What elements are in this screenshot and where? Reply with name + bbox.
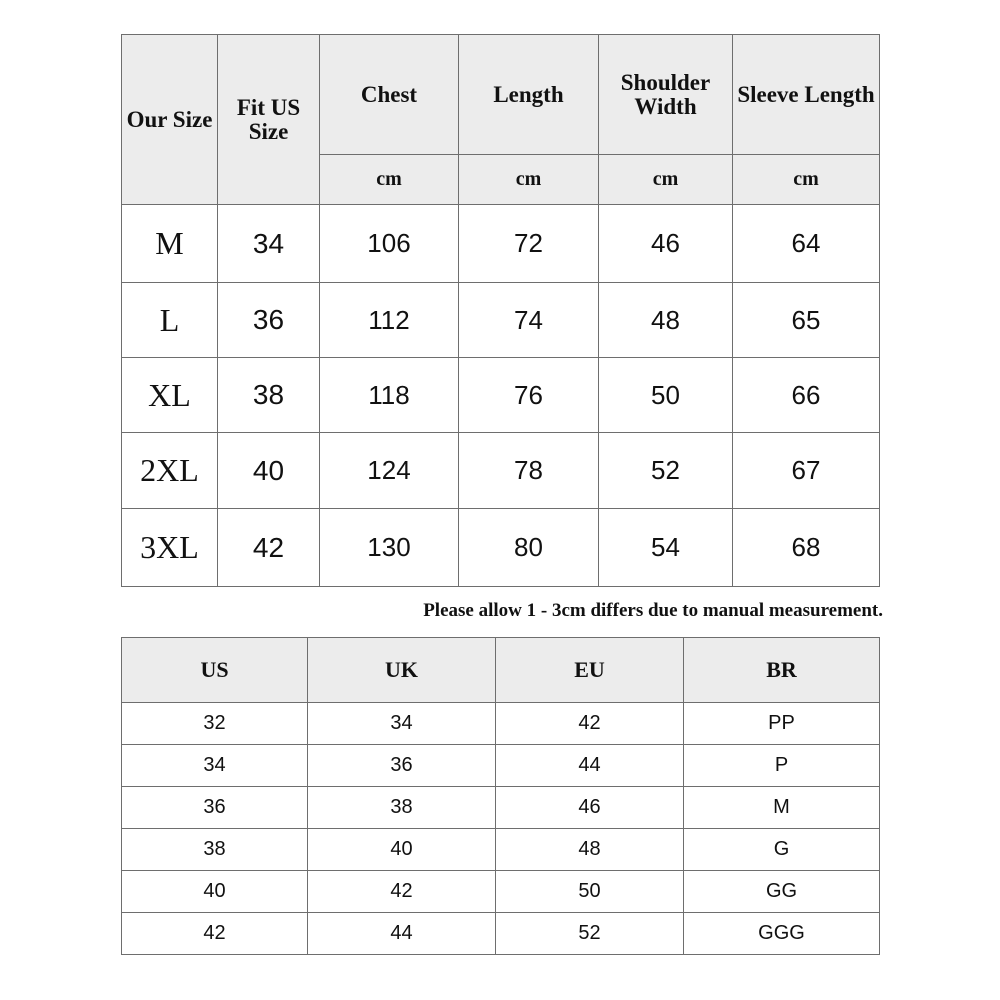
us-cell: 32: [122, 703, 308, 745]
uk-cell: 38: [308, 787, 496, 829]
br-cell: GGG: [684, 913, 880, 955]
size-row: [122, 283, 880, 358]
size-cell: 2XL: [122, 433, 218, 509]
unit-shoulder: cm: [599, 155, 733, 205]
size-row: [122, 205, 880, 283]
shoulder-cell: 54: [599, 509, 733, 587]
chest-cell: 112: [320, 283, 459, 358]
conversion-row: [122, 871, 880, 913]
shoulder-cell: 52: [599, 433, 733, 509]
eu-cell: 44: [496, 745, 684, 787]
us-cell: 40: [122, 871, 308, 913]
size-cell: M: [122, 205, 218, 283]
sleeve-cell: 66: [733, 358, 880, 433]
shoulder-cell: 46: [599, 205, 733, 283]
header-sleeve-length: Sleeve Length: [733, 35, 880, 155]
uk-cell: 44: [308, 913, 496, 955]
eu-cell: 50: [496, 871, 684, 913]
fit-us-cell: 36: [218, 283, 320, 358]
eu-cell: 42: [496, 703, 684, 745]
uk-cell: 42: [308, 871, 496, 913]
size-cell: XL: [122, 358, 218, 433]
fit-us-cell: 34: [218, 205, 320, 283]
conversion-header-row: [122, 638, 880, 703]
br-cell: GG: [684, 871, 880, 913]
uk-cell: 36: [308, 745, 496, 787]
header-eu: EU: [496, 638, 684, 703]
header-our-size: Our Size: [122, 35, 218, 205]
header-uk: UK: [308, 638, 496, 703]
chest-cell: 124: [320, 433, 459, 509]
size-conversion-table: [121, 637, 880, 955]
sleeve-cell: 64: [733, 205, 880, 283]
header-us: US: [122, 638, 308, 703]
shoulder-cell: 48: [599, 283, 733, 358]
eu-cell: 52: [496, 913, 684, 955]
br-cell: PP: [684, 703, 880, 745]
conversion-row: [122, 703, 880, 745]
eu-cell: 48: [496, 829, 684, 871]
us-cell: 42: [122, 913, 308, 955]
br-cell: M: [684, 787, 880, 829]
uk-cell: 34: [308, 703, 496, 745]
chest-cell: 106: [320, 205, 459, 283]
header-length: Length: [459, 35, 599, 155]
br-cell: P: [684, 745, 880, 787]
size-cell: 3XL: [122, 509, 218, 587]
unit-length: cm: [459, 155, 599, 205]
header-br: BR: [684, 638, 880, 703]
us-cell: 36: [122, 787, 308, 829]
fit-us-cell: 40: [218, 433, 320, 509]
shoulder-cell: 50: [599, 358, 733, 433]
size-header-row: [122, 35, 880, 155]
fit-us-cell: 38: [218, 358, 320, 433]
length-cell: 76: [459, 358, 599, 433]
us-cell: 38: [122, 829, 308, 871]
conversion-row: [122, 787, 880, 829]
br-cell: G: [684, 829, 880, 871]
size-row: [122, 509, 880, 587]
conversion-row: [122, 829, 880, 871]
header-chest: Chest: [320, 35, 459, 155]
header-shoulder-width: Shoulder Width: [599, 35, 733, 155]
chest-cell: 130: [320, 509, 459, 587]
length-cell: 78: [459, 433, 599, 509]
chest-cell: 118: [320, 358, 459, 433]
sleeve-cell: 65: [733, 283, 880, 358]
sleeve-cell: 68: [733, 509, 880, 587]
size-chart-table: [121, 34, 880, 587]
unit-chest: cm: [320, 155, 459, 205]
eu-cell: 46: [496, 787, 684, 829]
us-cell: 34: [122, 745, 308, 787]
unit-sleeve: cm: [733, 155, 880, 205]
measurement-note: Please allow 1 - 3cm differs due to manual measurement.: [423, 600, 883, 621]
size-row: [122, 358, 880, 433]
length-cell: 80: [459, 509, 599, 587]
size-cell: L: [122, 283, 218, 358]
conversion-row: [122, 745, 880, 787]
header-fit-us-size: Fit US Size: [218, 35, 320, 205]
sleeve-cell: 67: [733, 433, 880, 509]
uk-cell: 40: [308, 829, 496, 871]
length-cell: 72: [459, 205, 599, 283]
length-cell: 74: [459, 283, 599, 358]
size-row: [122, 433, 880, 509]
conversion-row: [122, 913, 880, 955]
fit-us-cell: 42: [218, 509, 320, 587]
